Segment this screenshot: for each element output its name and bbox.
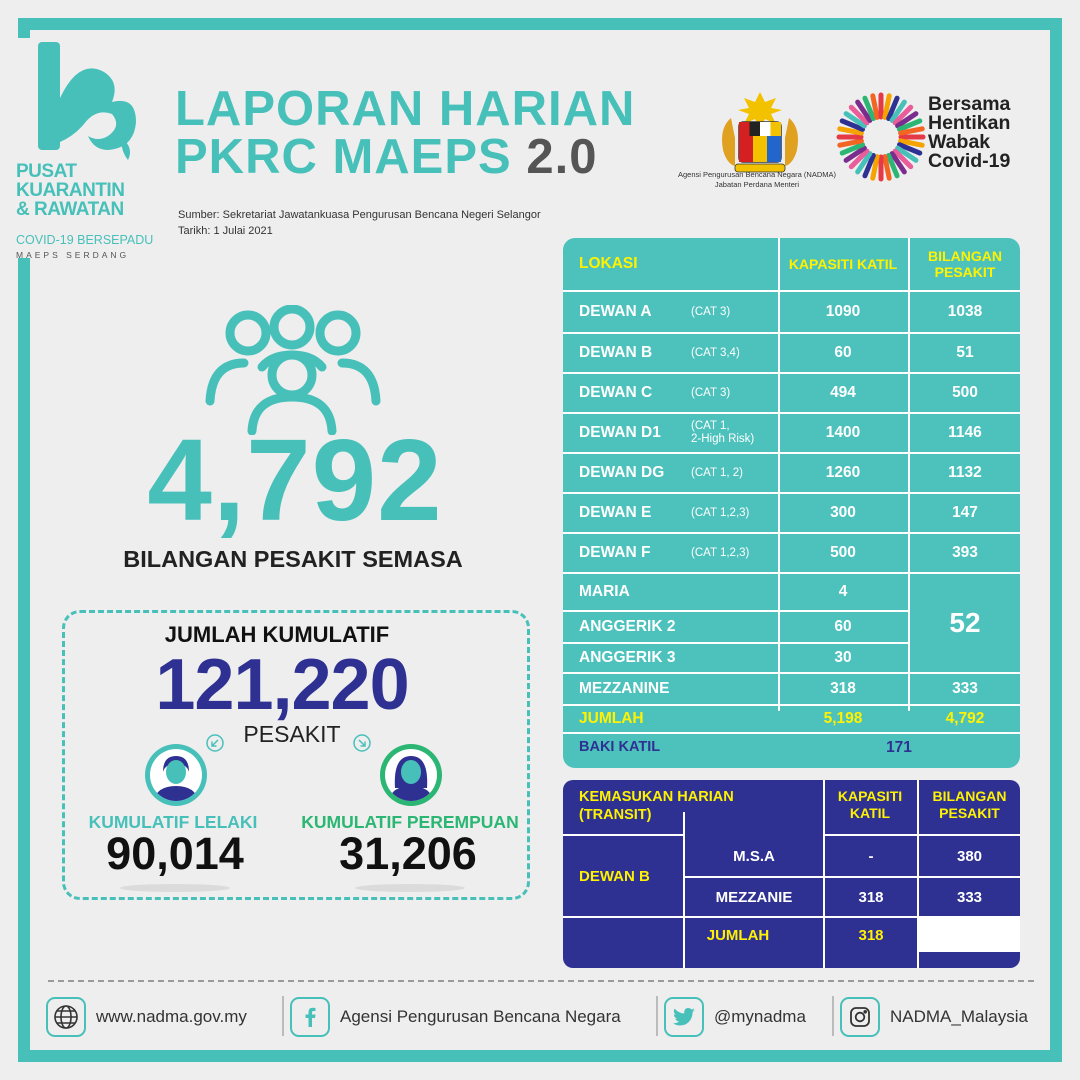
table-row-kapasiti: 1260	[825, 464, 861, 481]
table-row-name: DEWAN B	[579, 344, 653, 361]
footer-facebook-text[interactable]: Agensi Pengurusan Bencana Negara	[340, 1007, 621, 1026]
transit-dewan: DEWAN B	[579, 867, 650, 885]
row-maria-kapasiti: 4	[838, 583, 848, 600]
table-row-category: (CAT 1, 2-High Risk)	[691, 420, 755, 445]
table-row-kapasiti: 494	[830, 384, 856, 401]
table-row-kapasiti: 60	[834, 344, 852, 361]
facebook-icon	[290, 997, 330, 1037]
transit-header: KEMASUKAN HARIAN (TRANSIT)	[579, 789, 734, 823]
logo-subtitle: COVID-19 BERSEPADU	[16, 233, 154, 247]
shadow	[120, 884, 230, 892]
transit-row-msa-name: M.S.A	[733, 847, 775, 865]
header-bilangan: BILANGAN PESAKIT	[928, 248, 1002, 280]
male-avatar-icon	[143, 742, 209, 808]
cumulative-unit: PESAKIT	[243, 721, 341, 747]
footer-facebook[interactable]	[290, 996, 621, 1038]
table-row-name: DEWAN C	[579, 384, 653, 401]
shadow	[355, 884, 465, 892]
cumulative-value: 121,220	[155, 645, 409, 725]
group-bilangan-value: 52	[949, 607, 981, 638]
transit-bilangan-header: BILANGAN PESAKIT	[932, 788, 1007, 821]
table-row-category: (CAT 1,2,3)	[691, 546, 750, 559]
row-anggerik2-kapasiti: 60	[834, 618, 852, 635]
row-baki-value: 171	[886, 739, 912, 756]
coat-of-arms-icon	[705, 88, 815, 178]
logo-title: PUSAT KUARANTIN & RAWATAN	[16, 161, 125, 220]
twitter-icon	[664, 997, 704, 1037]
male-cumulative-label: KUMULATIF LELAKI	[88, 812, 258, 832]
table-row-category: (CAT 3)	[691, 386, 731, 399]
row-anggerik3-kapasiti: 30	[834, 649, 852, 666]
transit-jumlah-name: JUMLAH	[706, 926, 770, 944]
header-lokasi: LOKASI	[579, 255, 638, 272]
table-row-bilangan: 1146	[948, 424, 982, 441]
row-mezzanine-bilangan: 333	[952, 680, 978, 697]
transit-table	[563, 780, 1020, 968]
table-row-bilangan: 500	[952, 384, 978, 401]
report-source: Sumber: Sekretariat Jawatankuasa Pengurusan Bencana Negeri Selangor Tarikh: 1 Julai 2021	[178, 209, 541, 237]
table-row-name: DEWAN F	[579, 544, 651, 561]
table-row-category: (CAT 3,4)	[691, 346, 740, 359]
logo-location: MAEPS SERDANG	[16, 250, 130, 260]
row-mezzanine-kapasiti: 318	[830, 680, 856, 697]
table-row-bilangan: 147	[952, 504, 978, 521]
row-anggerik2-name: ANGGERIK 2	[579, 618, 676, 635]
transit-row-mezzanie-bilangan: 333	[956, 888, 983, 906]
row-maria-name: MARIA	[579, 583, 630, 600]
footer-instagram-text[interactable]: NADMA_Malaysia	[890, 1007, 1028, 1026]
transit-row-mezzanie-name: MEZZANIE	[715, 888, 793, 906]
footer-divider	[656, 996, 658, 1036]
footer-web-text[interactable]: www.nadma.gov.my	[96, 1007, 247, 1026]
covid-campaign-burst-icon	[836, 92, 926, 182]
footer-twitter-text[interactable]: @mynadma	[714, 1007, 806, 1026]
covid-campaign-text: Bersama Hentikan Wabak Covid-19	[928, 93, 1011, 172]
globe-icon	[46, 997, 86, 1037]
table-row-name: DEWAN A	[579, 303, 652, 320]
footer-instagram[interactable]	[840, 996, 1028, 1038]
footer-divider	[832, 996, 834, 1036]
row-jumlah-name: JUMLAH	[579, 710, 644, 727]
row-jumlah-kapasiti: 5,198	[823, 710, 863, 727]
female-cumulative-label: KUMULATIF PEREMPUAN	[301, 812, 519, 832]
transit-row-msa-bilangan: 380	[956, 847, 983, 865]
table-row-category: (CAT 1, 2)	[691, 466, 743, 479]
page-title: LAPORAN HARIAN PKRC MAEPS 2.0	[175, 82, 636, 184]
row-anggerik3-name: ANGGERIK 3	[579, 649, 676, 666]
row-jumlah-bilangan: 4,792	[945, 710, 985, 727]
nadma-caption: Agensi Pengurusan Bencana Negara (NADMA) Jabatan Perdana Menteri	[677, 170, 836, 189]
table-row-name: DEWAN DG	[579, 464, 665, 481]
table-row-bilangan: 1132	[948, 464, 982, 481]
table-row-name: DEWAN E	[579, 504, 652, 521]
cumulative-title: JUMLAH KUMULATIF	[164, 622, 390, 647]
footer-web[interactable]	[46, 996, 247, 1038]
transit-row-mezzanie-kapasiti: 318	[858, 888, 884, 906]
transit-jumlah-kapasiti: 318	[858, 926, 884, 944]
pkrc-k-logo-icon	[24, 38, 144, 163]
male-cumulative-value: 90,014	[106, 828, 244, 879]
report-date: Tarikh: 1 Julai 2021	[178, 225, 273, 237]
instagram-icon	[840, 997, 880, 1037]
footer-divider	[282, 996, 284, 1036]
header-kapasiti: KAPASITI KATIL	[788, 256, 898, 272]
footer-separator	[48, 980, 1034, 982]
arrow-down-right-icon	[353, 734, 371, 752]
current-patients-label: BILANGAN PESAKIT SEMASA	[123, 546, 463, 572]
table-row-category: (CAT 1,2,3)	[691, 506, 750, 519]
table-row-kapasiti: 1090	[825, 303, 861, 320]
female-cumulative-value: 31,206	[339, 828, 477, 879]
table-row-category: (CAT 3)	[691, 305, 731, 318]
table-row-bilangan: 51	[956, 344, 974, 361]
row-baki-name: BAKI KATIL	[579, 739, 661, 755]
table-row-kapasiti: 500	[830, 544, 856, 561]
female-avatar-icon	[378, 742, 444, 808]
current-patients-value: 4,792	[147, 415, 443, 545]
table-row-kapasiti: 1400	[825, 424, 861, 441]
footer-twitter[interactable]	[664, 996, 806, 1038]
table-row-name: DEWAN D1	[579, 424, 661, 441]
bed-capacity-table	[563, 238, 1020, 768]
table-row-bilangan: 1038	[947, 303, 983, 320]
row-mezzanine-name: MEZZANINE	[579, 680, 670, 697]
table-row-bilangan: 393	[952, 544, 978, 561]
pkrc-logo	[14, 38, 159, 258]
transit-row-msa-kapasiti: -	[868, 847, 874, 865]
transit-kapasiti-header: KAPASITI KATIL	[837, 788, 903, 821]
empty-cell	[919, 918, 1020, 952]
table-row-kapasiti: 300	[830, 504, 856, 521]
